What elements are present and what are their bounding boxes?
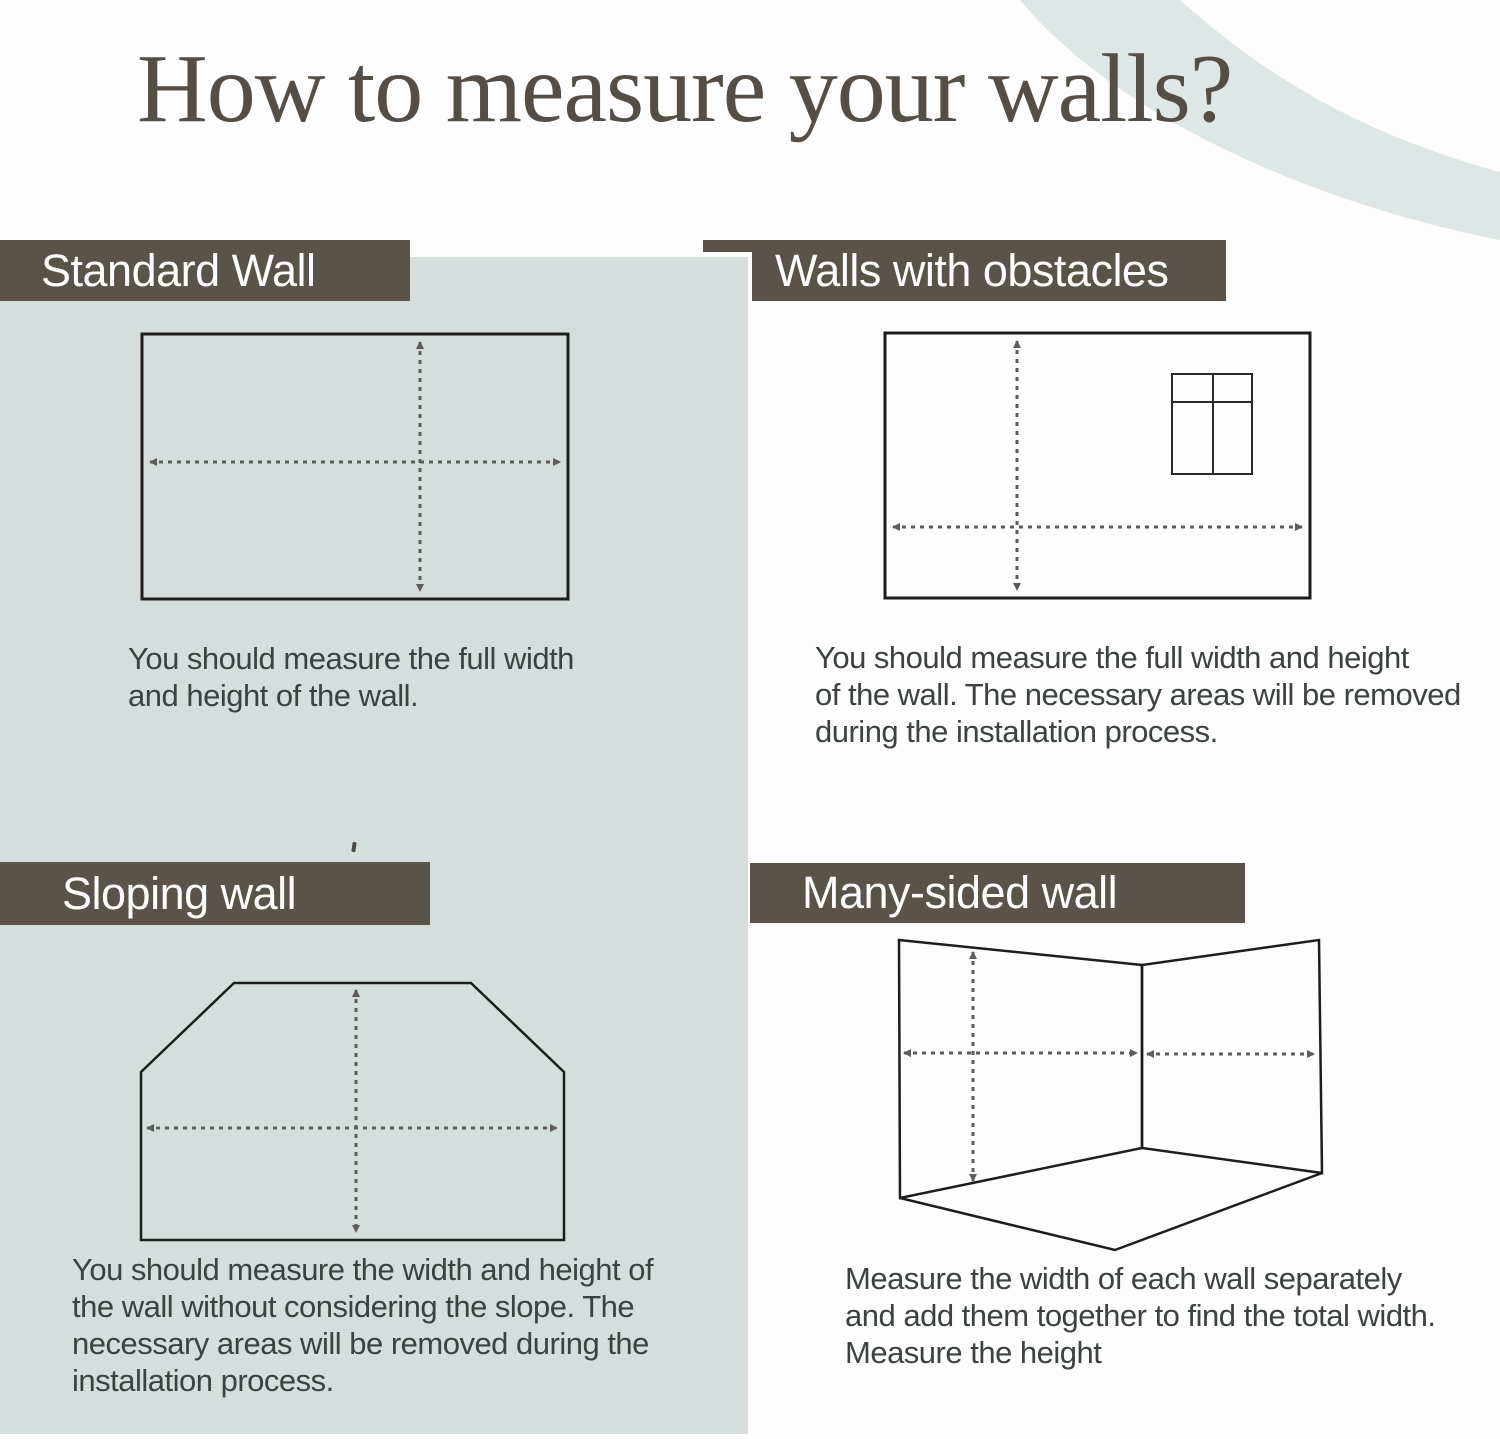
section-header-many-sided-wall: [750, 863, 1245, 923]
section-header-label: Many-sided wall: [802, 867, 1118, 918]
section-header-standard-wall: [0, 240, 410, 301]
sloped-wall-outline: [141, 983, 564, 1240]
sloping-wall-caption: [72, 1251, 653, 1399]
caption-line: during the installation process.: [815, 714, 1218, 749]
caption-line: You should measure the width and height of: [72, 1252, 654, 1287]
right-wall-face: [1142, 940, 1322, 1173]
standard-wall-caption: [128, 640, 574, 714]
caption-line: Measure the width of each wall separately: [845, 1261, 1402, 1296]
caption-line: You should measure the full width and height: [815, 640, 1409, 675]
caption-line: Measure the height: [845, 1335, 1102, 1370]
caption-line: the wall without considering the slope. The: [72, 1289, 635, 1324]
caption-line: You should measure the full width: [128, 641, 574, 676]
caption-line: and height of the wall.: [128, 678, 419, 713]
walls-with-obstacles-diagram: [860, 320, 1340, 620]
section-header-walls-with-obstacles: [752, 240, 1226, 301]
standard-wall-diagram: [120, 320, 600, 620]
many-sided-wall-diagram: [880, 920, 1340, 1265]
many-sided-wall-caption: [845, 1260, 1436, 1371]
left-wall-face: [899, 940, 1142, 1198]
wall-outline: [142, 334, 568, 599]
caption-line: necessary areas will be removed during the: [72, 1326, 649, 1361]
walls-with-obstacles-caption: [815, 639, 1461, 750]
section-header-label: Walls with obstacles: [775, 244, 1169, 296]
header-tab-decoration: [703, 240, 752, 252]
caption-line: installation process.: [72, 1363, 334, 1398]
wall-outline: [885, 333, 1310, 598]
caption-line: and add them together to find the total width.: [845, 1298, 1436, 1333]
page-title: How to measure your walls?: [137, 35, 1233, 143]
section-header-label: Standard Wall: [41, 244, 316, 296]
section-header-label: Sloping wall: [62, 867, 297, 919]
section-header-sloping-wall: [0, 862, 430, 925]
sloping-wall-diagram: [120, 960, 590, 1260]
caption-line: of the wall. The necessary areas will be removed: [815, 677, 1461, 712]
